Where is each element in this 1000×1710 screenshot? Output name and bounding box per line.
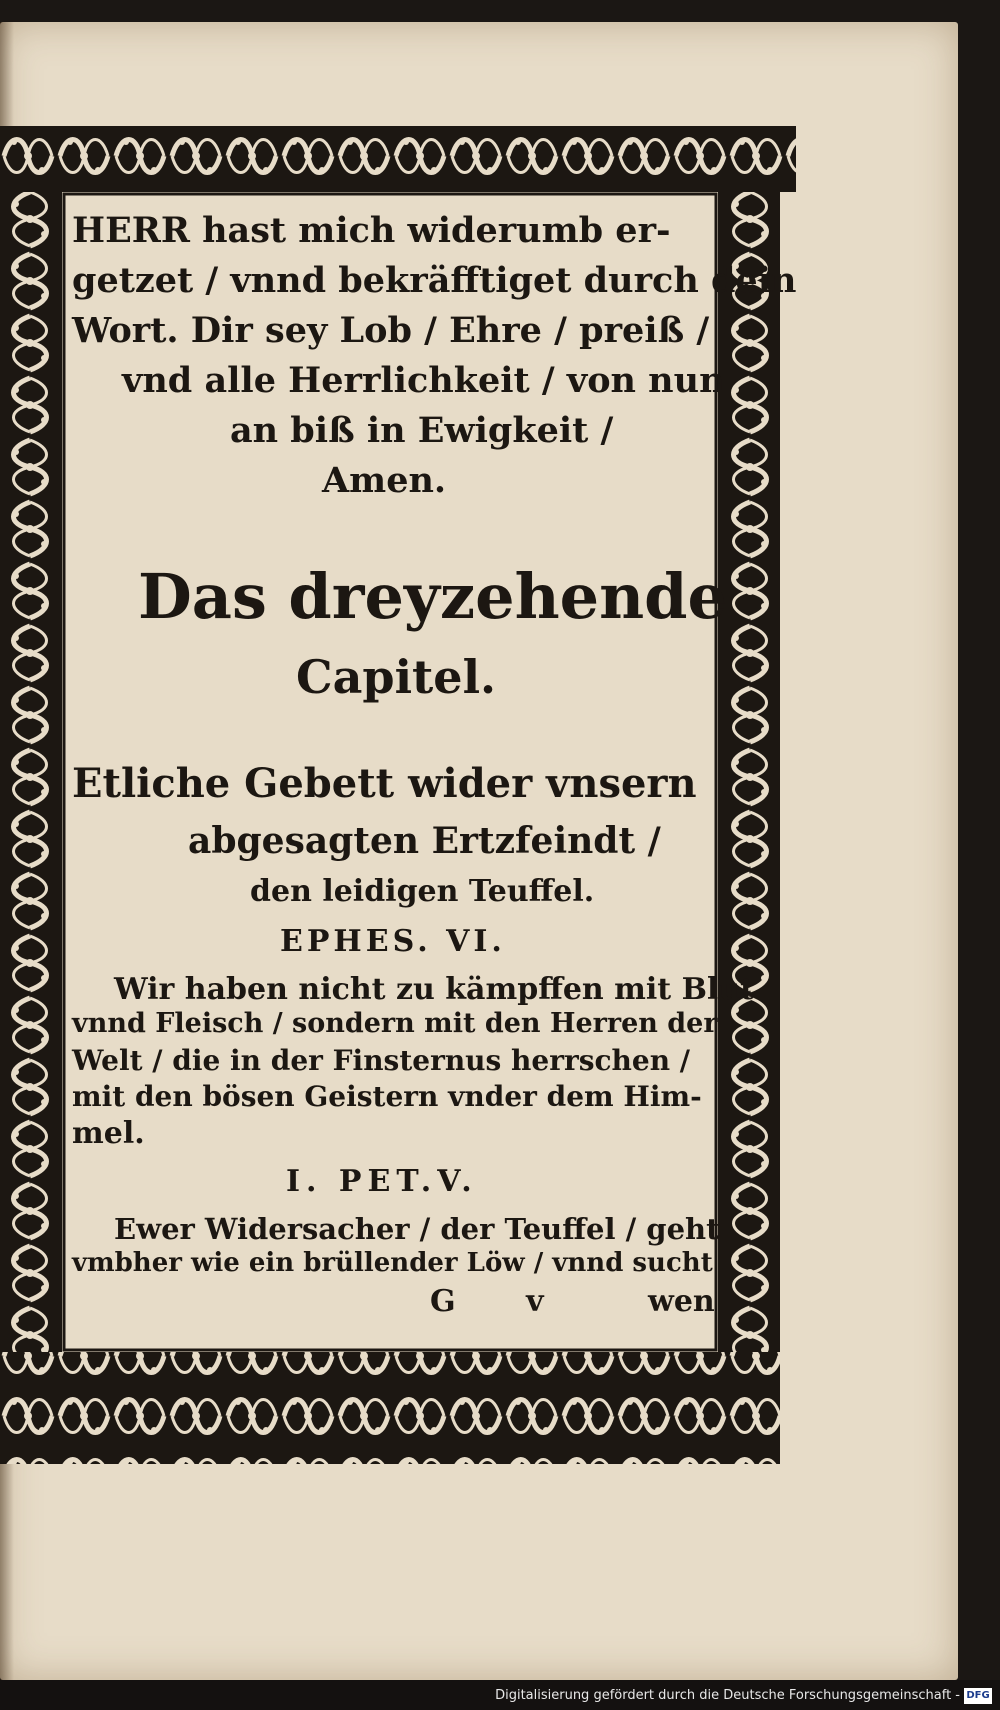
dfg-logo: DFG (964, 1688, 992, 1704)
quote2-line-1: Ewer Widersacher / der Teuffel / geht (114, 1212, 720, 1246)
text-line-3: Wort. Dir sey Lob / Ehre / preiß / (72, 310, 710, 351)
chapter-title-line-2: Capitel. (296, 650, 497, 704)
digitization-credit: Digitalisierung gefördert durch die Deutsche Forschungsgemeinschaft - (495, 1688, 960, 1703)
chapter-title-line-1: Das dreyzehende (138, 560, 727, 633)
footer-strip (0, 1680, 1000, 1710)
subject-line-2: abgesagten Ertzfeindt / (188, 820, 661, 862)
subject-line-3: den leidigen Teuffel. (250, 874, 595, 909)
quote1-line-2: vnnd Fleisch / sondern mit den Herren der (72, 1008, 718, 1039)
text-line-5: an biß in Ewigkeit / (230, 410, 614, 451)
page-text (70, 200, 797, 1330)
subject-line-1: Etliche Gebett wider vnsern (72, 760, 697, 807)
text-line-6: Amen. (322, 460, 447, 501)
signature-mark: G v (430, 1284, 574, 1319)
catchword: wen (648, 1284, 715, 1319)
text-line-2: getzet / vnnd bekräfftiget durch dein (72, 260, 797, 301)
quote1-line-1: Wir haben nicht zu kämpffen mit Blut (114, 972, 755, 1007)
quote1-line-4: mit den bösen Geistern vnder dem Him- (72, 1080, 702, 1113)
quote2-line-2: vmbher wie ein brüllender Löw / vnnd sucht (72, 1248, 713, 1278)
text-line-1: HERR hast mich widerumb er- (72, 210, 671, 251)
scripture-reference-2: I. PET.V. (286, 1164, 478, 1199)
quote1-line-5: mel. (72, 1116, 145, 1151)
text-line-4: vnd alle Herrlichkeit / von nun (122, 360, 725, 401)
scripture-reference-1: EPHES. VI. (280, 924, 506, 959)
quote1-line-3: Welt / die in der Finsternus herrschen / (72, 1044, 691, 1077)
